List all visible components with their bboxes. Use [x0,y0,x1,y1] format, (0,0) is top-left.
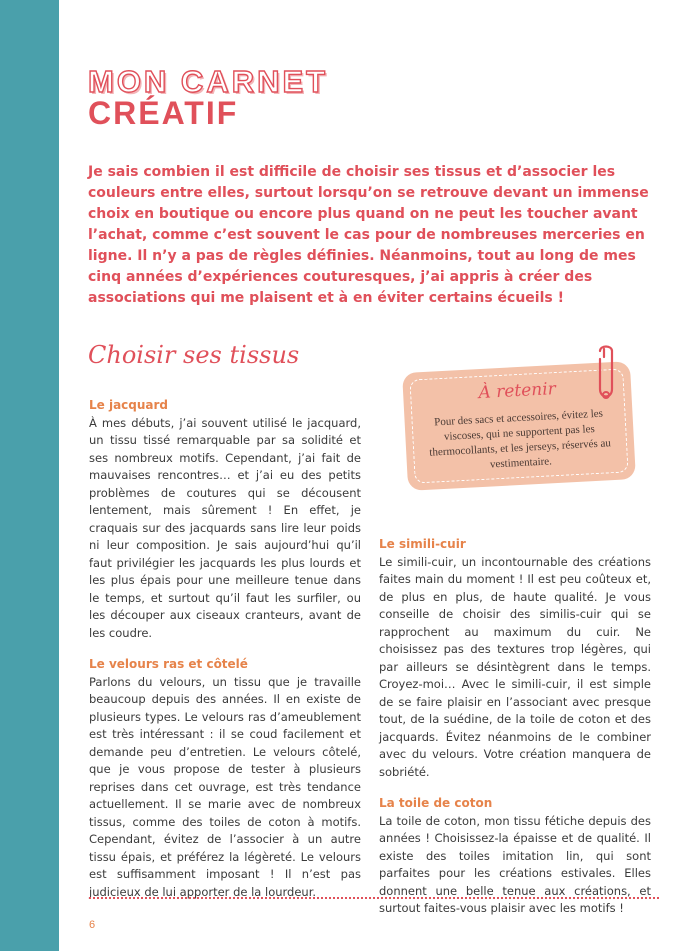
intro-paragraph: Je sais combien il est difficile de choisir ses tissus et d’associer les couleurs entre elles, surtout lorsqu’on se retrouve devant un immense choix en boutique ou encore plus quand on ne peut les toucher avant l’achat, comme c’est souvent le cas pour de nombreuses merceries en ligne. Il n’y a pas de règles définies. Néanmoins, tout au long de mes cinq années d’expériences couturesques, j’ai appris à créer des associations qui me plaisent et à en éviter certains écueils ! [88,164,649,306]
page-number: 6 [89,919,96,931]
jacquard-heading: Le jacquard [89,398,169,412]
section-title: Choisir ses tissus [88,341,300,369]
jacquard-text: À mes débuts, j’ai souvent utilisé le jacquard, un tissu tissé remarquable par sa solidité et ses nombreux motifs. Cependant, j’ai fait de mauvaises rencontres… et j’ai eu des petits problèmes de coutures qui se décousent lentement, mais sûrement ! En effet, je craquais sur des jacquards sans lire leur poids ni leur composition. Je sais aujourd’hui qu’il faut privilégier les jacquards les plus lourds et les plus épais pour une meilleure tenue dans le temps, et surtout qu’il faut les surfiler, ou les découper aux ciseaux cranteurs, avant de les coudre. [89,415,361,640]
safety-pin-icon [588,345,628,405]
note-title: À retenir [478,379,557,404]
page-title-line1: MON CARNET [88,64,329,99]
page-title-line2: CRÉATIF [88,95,239,131]
right-column [379,536,651,932]
simili-text: Le simili-cuir, un incontournable des créations faites main du moment ! Il est peu coûteux et, de plus en plus, de haute qualité. Je vous conseille de choisir des similis-cuir qui se rapprochent au maximum du cuir. Ne choisissez pas des textures trop légères, qui par ailleurs se désintègrent dans le temps. Croyez-moi… Avec le simili-cuir, il est simple de se faire plaisir en l’associant avec presque tout, de la suédine, de la toile de coton et des jacquards. Évitez néanmoins de le combiner avec du velours. Votre création manquera de sobriété. [379,554,651,779]
toile-text: La toile de coton, mon tissu fétiche depuis des années ! Choisissez-la épaisse et de qualité. Il existe des toiles imitation lin, qui sont parfaites pour les créations estivales. Elles donnent une belle tenue aux créations, et surtout faites-vous plaisir avec les motifs ! [379,813,651,915]
footer-divider [89,897,659,899]
simili-heading: Le simili-cuir [379,537,466,551]
velours-heading: Le velours ras et côtelé [89,657,248,671]
toile-heading: La toile de coton [379,796,493,810]
side-band [0,0,59,951]
velours-text: Parlons du velours, un tissu que je travaille beaucoup depuis des années. Il en existe de plusieurs types. Le velours ras d’ameublement est très intéressant : il se coud facilement et demande peu d’entretien. Le velours côtelé, que je vous propose de tester à plusieurs reprises dans cet ouvrage, est très tendance actuellement. Il se marie avec de nombreux tissus, comme des toiles de coton à motifs. Cependant, évitez de l’associer à un autre tissu épais, et préférez la légèreté. Le velours est suffisamment imposant ! Il n’est pas judicieux de lui apporter de la lourdeur. [89,674,361,899]
page [59,0,700,951]
note-text: Pour des sacs et accessoires, évitez les viscoses, qui ne supportent pas les thermocollants, et les jerseys, réservés au vestimentaire. [429,407,612,471]
left-column [89,397,361,915]
